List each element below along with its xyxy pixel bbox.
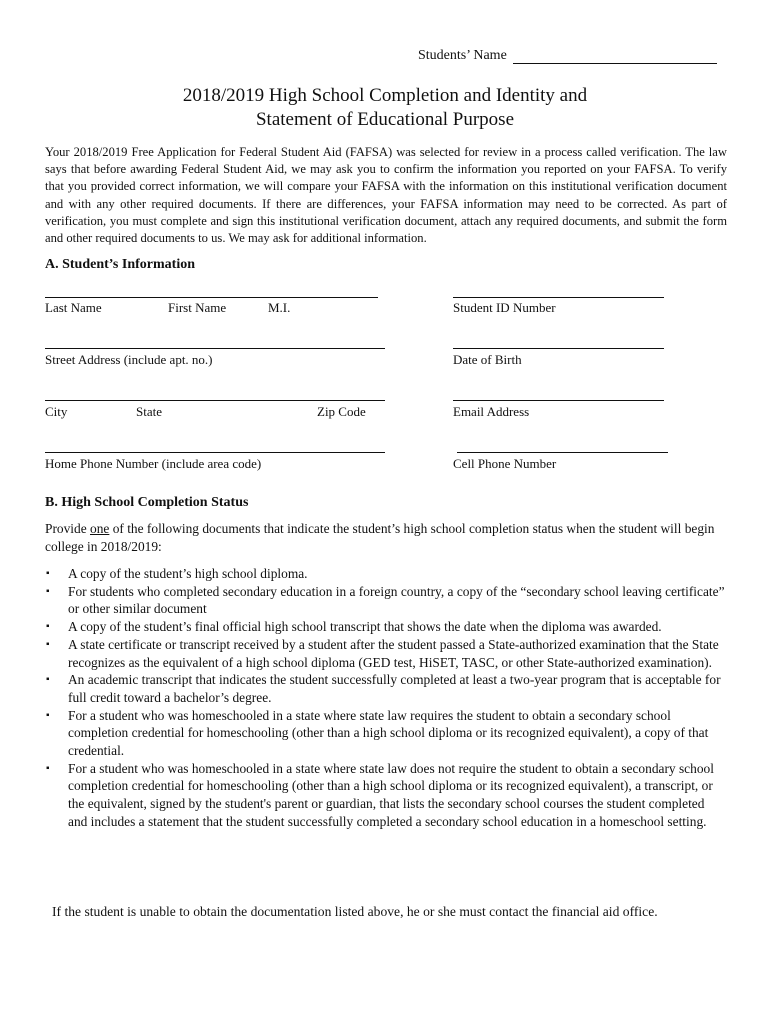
section-b-intro-end: of the following documents that indicate the student’s high school completion status when the student will begin college in 2018/2019: xyxy=(45,521,715,554)
section-b-heading: B. High School Completion Status xyxy=(45,495,249,510)
bullet-icon: ▪ xyxy=(46,638,50,650)
list-item xyxy=(45,636,725,671)
list-item-text: For a student who was homeschooled in a state where state law does not require the student to obtain a secondary school completion credential for homeschooling (other than a high school diploma or its recognized equivalent), a transcript, or the equivalent, signed by the student's parent or guardian, that lists the secondary school courses the student completed and includes a statement that the student successfully completed a secondary school education in a homeschool setting. xyxy=(68,760,714,829)
list-item-text: For students who completed secondary education in a foreign country, a copy of the “secondary school leaving certificate” or other similar document xyxy=(68,583,725,617)
list-item xyxy=(45,565,725,583)
email-label: Email Address xyxy=(453,404,530,419)
cell-phone-line-field[interactable] xyxy=(457,452,668,453)
name-line-field[interactable] xyxy=(45,297,378,298)
city-state-zip-line-field[interactable] xyxy=(45,400,385,401)
street-line-field[interactable] xyxy=(45,348,385,349)
list-item xyxy=(45,671,725,706)
list-item-text: An academic transcript that indicates the student successfully completed at least a two-year program that is acceptable for full credit toward a bachelor’s degree. xyxy=(68,672,721,705)
section-a-heading: A. Student’s Information xyxy=(45,257,195,272)
student-id-label: Student ID Number xyxy=(453,300,556,315)
footer-note: If the student is unable to obtain the documentation listed above, he or she must contact the financial aid office. xyxy=(52,904,658,919)
list-item xyxy=(45,760,725,831)
list-item xyxy=(45,618,725,636)
street-address-label: Street Address (include apt. no.) xyxy=(45,352,213,367)
bullet-icon: ▪ xyxy=(46,709,50,721)
bullet-icon: ▪ xyxy=(46,762,50,774)
list-item xyxy=(45,583,725,618)
list-item xyxy=(45,707,725,760)
list-item-text: For a student who was homeschooled in a state where state law requires the student to obtain a secondary school completion credential for homeschooling (other than a high school diploma or its recognized equivalent), a copy of that credential. xyxy=(68,707,709,759)
bullet-icon: ▪ xyxy=(46,674,50,686)
required-documents-list xyxy=(45,565,725,831)
dob-label: Date of Birth xyxy=(453,352,522,367)
bullet-icon: ▪ xyxy=(46,585,50,597)
state-label: State xyxy=(136,404,162,419)
title-line-1: 2018/2019 High School Completion and Identity and xyxy=(182,85,588,106)
zip-label: Zip Code xyxy=(317,404,366,419)
list-item-text: A copy of the student’s final official high school transcript that shows the date when the diploma was awarded. xyxy=(68,619,662,635)
bullet-icon: ▪ xyxy=(46,621,50,633)
last-name-label: Last Name xyxy=(45,300,102,315)
list-item-text: A state certificate or transcript received by a student after the student passed a State-authorized examination that the State recognizes as the equivalent of a high school diploma (GED test, HiSET, TASC, or other State-authorized examination). xyxy=(68,636,719,670)
home-phone-line-field[interactable] xyxy=(45,452,385,453)
section-b-intro xyxy=(45,520,735,556)
intro-paragraph: Your 2018/2019 Free Application for Federal Student Aid (FAFSA) was selected for review in a process called verification. The law says that before awarding Federal Student Aid, we may ask you to confirm the information you reported on your FAFSA. To verify that you provided correct information, we will compare your FAFSA with the information on this institutional verification document and with any other required documents. If there are differences, your FAFSA information may need to be corrected. As part of verification, you must complete and sign this institutional verification document, attach any required documents, and submit the form and other required documents to us. We may ask for additional information. xyxy=(45,145,727,246)
first-name-label: First Name xyxy=(168,300,227,315)
bullet-icon: ▪ xyxy=(46,568,50,579)
student-id-line-field[interactable] xyxy=(453,297,664,298)
dob-line-field[interactable] xyxy=(453,348,664,349)
mi-label: M.I. xyxy=(268,300,291,315)
list-item-text: A copy of the student’s high school diploma. xyxy=(68,566,308,581)
city-label: City xyxy=(45,404,68,419)
title-line-2: Statement of Educational Purpose xyxy=(255,109,515,130)
student-name-label: Students’ Name xyxy=(418,48,507,63)
cell-phone-label: Cell Phone Number xyxy=(453,456,557,471)
section-b-intro-start: Provide xyxy=(45,521,91,536)
email-line-field[interactable] xyxy=(453,400,664,401)
student-name-blank[interactable] xyxy=(513,49,717,64)
student-name-field[interactable] xyxy=(418,48,717,64)
document-title xyxy=(0,84,770,132)
home-phone-label: Home Phone Number (include area code) xyxy=(45,456,262,471)
section-b-intro-underlined: one xyxy=(90,521,110,536)
